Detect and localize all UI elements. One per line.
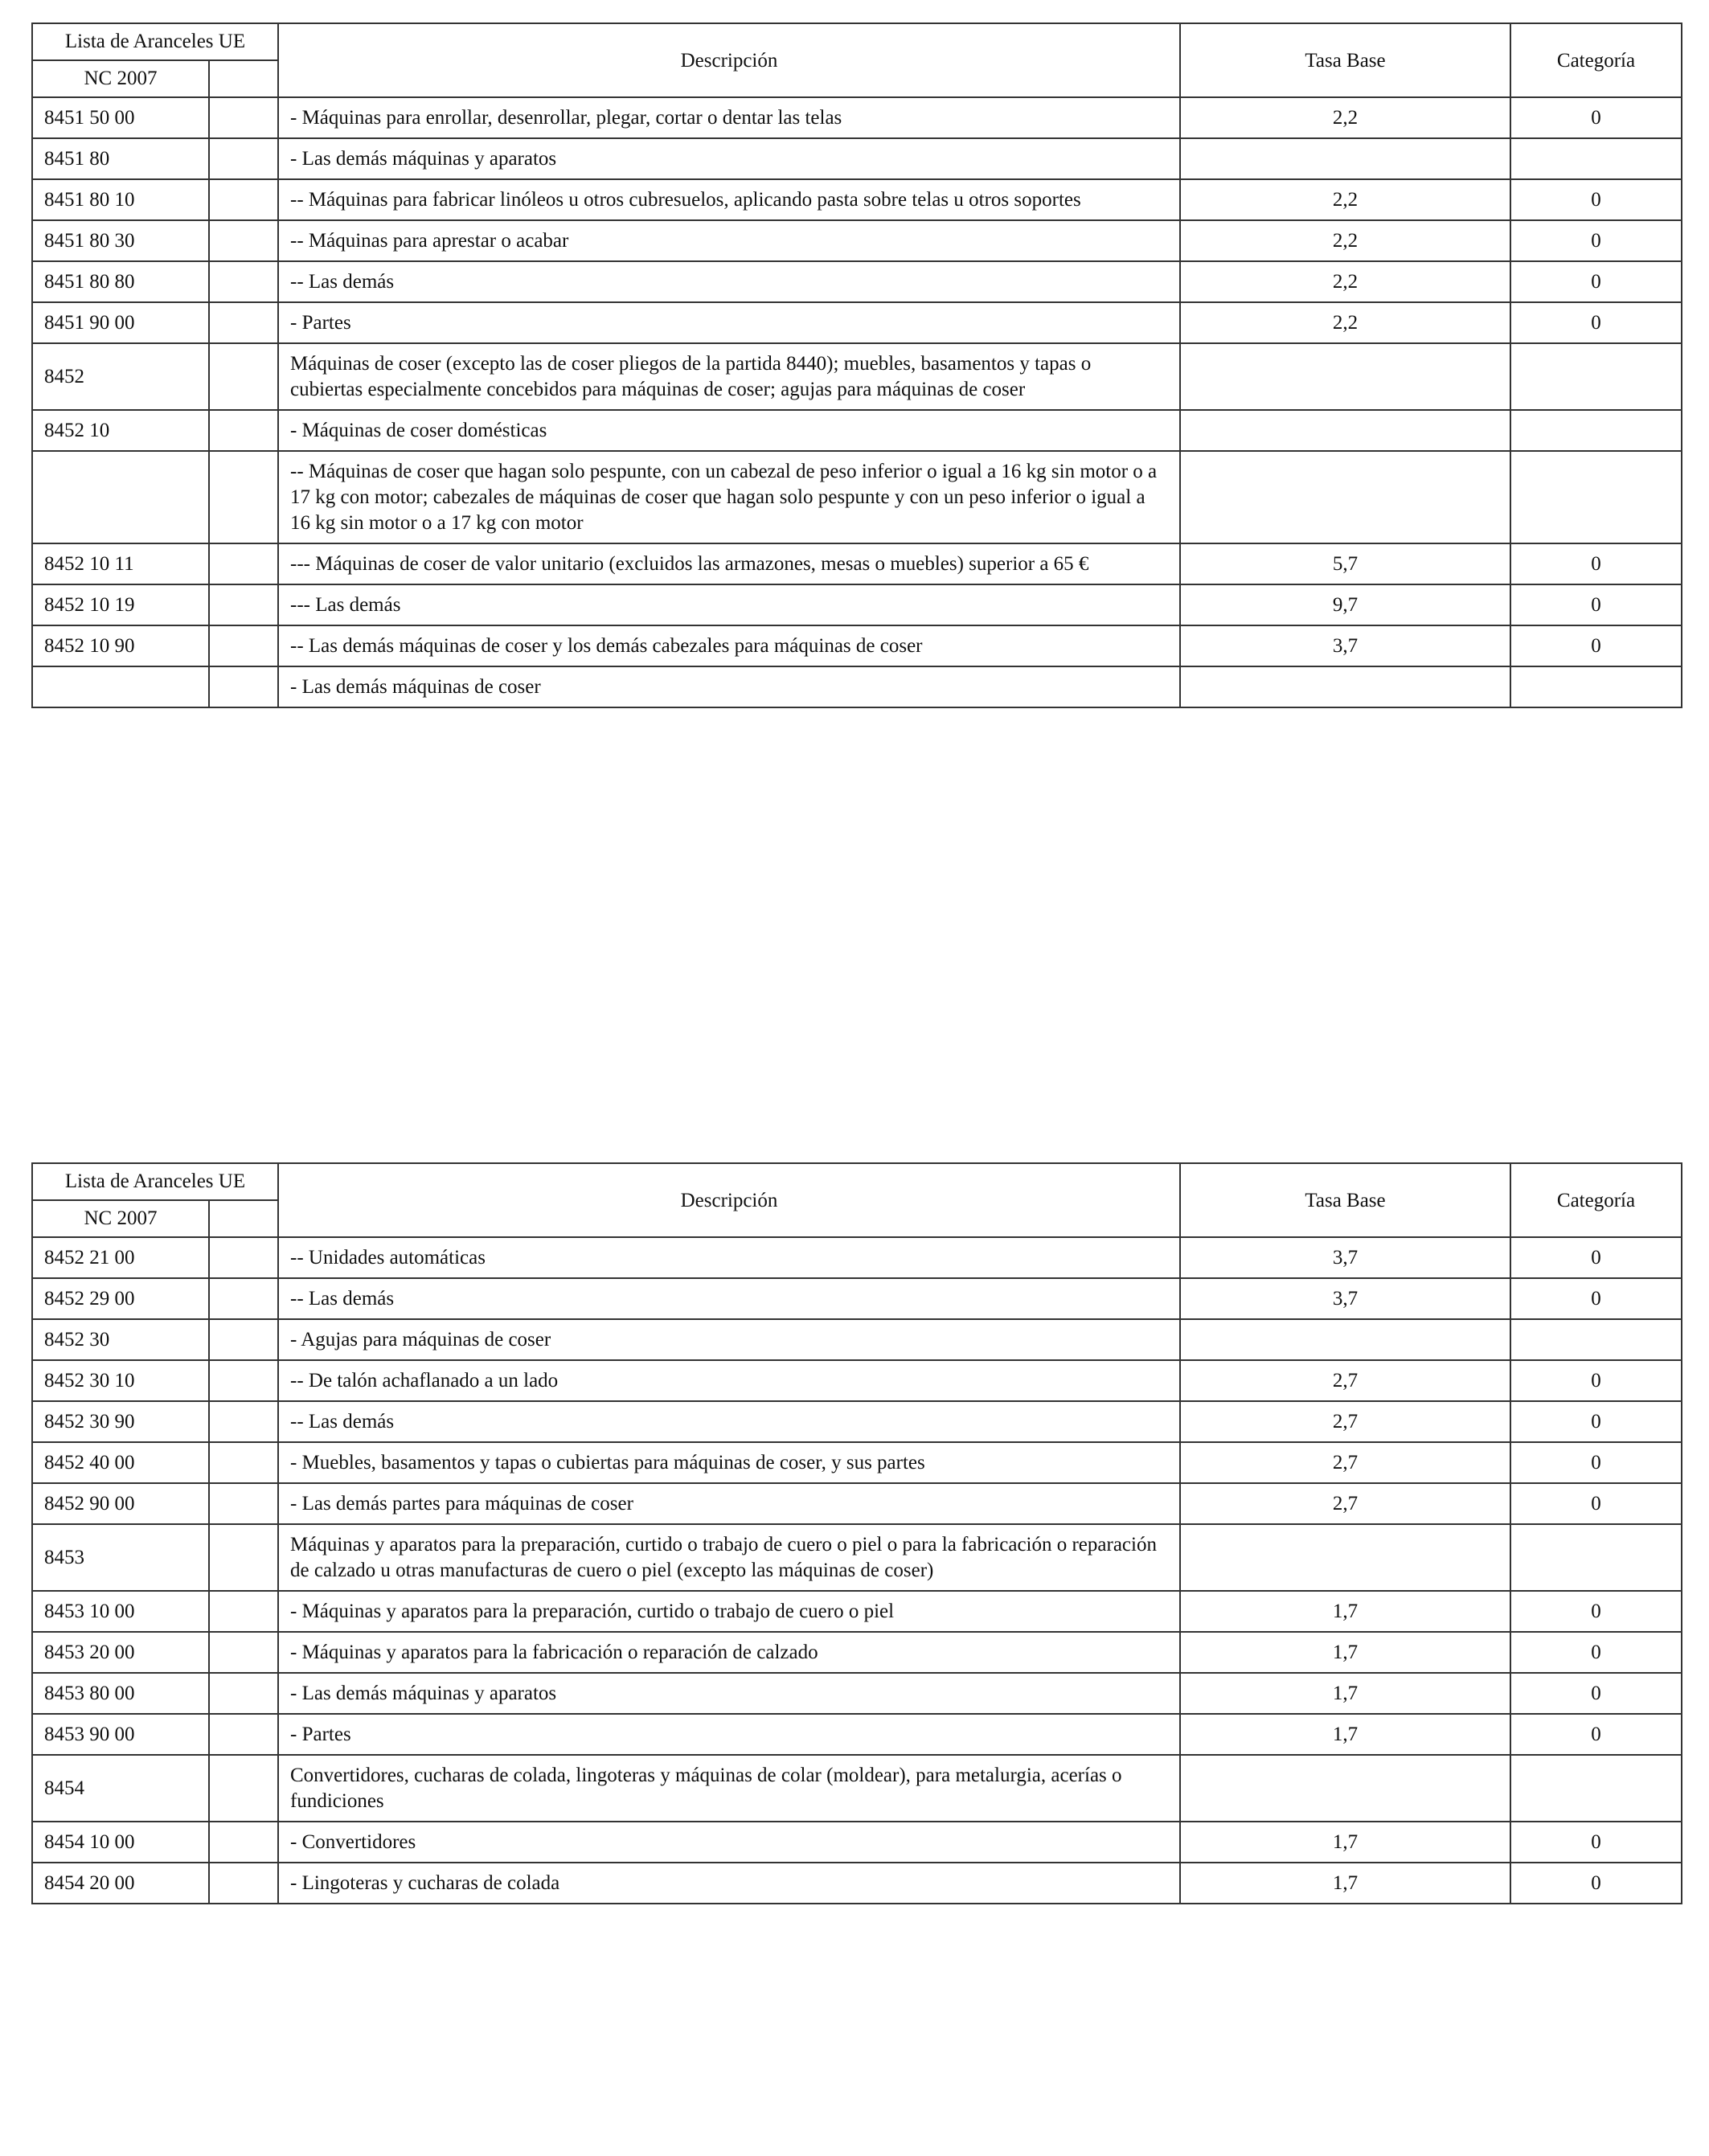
code-cell: 8454 20 00 bbox=[32, 1863, 209, 1904]
description-cell: -- Las demás bbox=[278, 261, 1180, 302]
rate-cell: 1,7 bbox=[1180, 1632, 1510, 1673]
category-cell: 0 bbox=[1510, 97, 1682, 138]
description-cell: - Partes bbox=[278, 1714, 1180, 1755]
category-cell bbox=[1510, 1319, 1682, 1360]
code-cell: 8451 50 00 bbox=[32, 97, 209, 138]
code-cell: 8453 80 00 bbox=[32, 1673, 209, 1714]
table-row bbox=[32, 543, 1682, 584]
table-row bbox=[32, 1360, 1682, 1401]
table-row bbox=[32, 1714, 1682, 1755]
category-cell: 0 bbox=[1510, 1673, 1682, 1714]
rate-cell bbox=[1180, 451, 1510, 543]
rate-cell: 2,2 bbox=[1180, 261, 1510, 302]
table-row bbox=[32, 1401, 1682, 1442]
description-cell: -- Las demás bbox=[278, 1278, 1180, 1319]
tariff-table-1 bbox=[31, 23, 1682, 708]
code-cell: 8452 90 00 bbox=[32, 1483, 209, 1524]
description-cell: - Muebles, basamentos y tapas o cubiertas para máquinas de coser, y sus partes bbox=[278, 1442, 1180, 1483]
description-cell: -- Las demás máquinas de coser y los demás cabezales para máquinas de coser bbox=[278, 625, 1180, 666]
category-cell: 0 bbox=[1510, 584, 1682, 625]
blank-cell bbox=[209, 179, 278, 220]
blank-cell bbox=[209, 543, 278, 584]
header-category: Categoría bbox=[1510, 1163, 1682, 1237]
table-row bbox=[32, 1591, 1682, 1632]
code-cell: 8451 80 80 bbox=[32, 261, 209, 302]
code-cell: 8452 30 10 bbox=[32, 1360, 209, 1401]
header-row bbox=[32, 1163, 1682, 1200]
category-cell bbox=[1510, 1755, 1682, 1822]
blank-cell bbox=[209, 625, 278, 666]
rate-cell bbox=[1180, 343, 1510, 410]
rate-cell bbox=[1180, 1524, 1510, 1591]
code-cell: 8452 40 00 bbox=[32, 1442, 209, 1483]
blank-cell bbox=[209, 410, 278, 451]
category-cell: 0 bbox=[1510, 220, 1682, 261]
description-cell: - Máquinas y aparatos para la preparación, curtido o trabajo de cuero o piel bbox=[278, 1591, 1180, 1632]
blank-cell bbox=[209, 1755, 278, 1822]
blank-cell bbox=[209, 1237, 278, 1278]
table-row bbox=[32, 1863, 1682, 1904]
code-cell: 8452 bbox=[32, 343, 209, 410]
rate-cell: 2,2 bbox=[1180, 302, 1510, 343]
blank-cell bbox=[209, 666, 278, 707]
category-cell bbox=[1510, 451, 1682, 543]
rate-cell: 2,7 bbox=[1180, 1360, 1510, 1401]
rate-cell bbox=[1180, 1319, 1510, 1360]
table-row bbox=[32, 1483, 1682, 1524]
code-cell: 8452 21 00 bbox=[32, 1237, 209, 1278]
category-cell: 0 bbox=[1510, 1360, 1682, 1401]
blank-cell bbox=[209, 1401, 278, 1442]
rate-cell: 2,7 bbox=[1180, 1483, 1510, 1524]
table-row bbox=[32, 1632, 1682, 1673]
table-row bbox=[32, 179, 1682, 220]
table-row bbox=[32, 1755, 1682, 1822]
blank-cell bbox=[209, 1360, 278, 1401]
code-cell: 8451 80 10 bbox=[32, 179, 209, 220]
table-row bbox=[32, 1524, 1682, 1591]
description-cell: - Convertidores bbox=[278, 1822, 1180, 1863]
rate-cell: 2,2 bbox=[1180, 179, 1510, 220]
description-cell: -- Máquinas para fabricar linóleos u otros cubresuelos, aplicando pasta sobre telas u otros soportes bbox=[278, 179, 1180, 220]
description-cell: - Las demás máquinas de coser bbox=[278, 666, 1180, 707]
category-cell: 0 bbox=[1510, 1591, 1682, 1632]
header-row bbox=[32, 23, 1682, 60]
blank-cell bbox=[209, 1822, 278, 1863]
description-cell: -- De talón achaflanado a un lado bbox=[278, 1360, 1180, 1401]
blank-cell bbox=[209, 1483, 278, 1524]
code-cell bbox=[32, 451, 209, 543]
blank-cell bbox=[209, 1863, 278, 1904]
category-cell bbox=[1510, 138, 1682, 179]
description-cell: - Las demás partes para máquinas de coser bbox=[278, 1483, 1180, 1524]
table-row bbox=[32, 1673, 1682, 1714]
category-cell bbox=[1510, 343, 1682, 410]
header-rate: Tasa Base bbox=[1180, 23, 1510, 97]
category-cell: 0 bbox=[1510, 1237, 1682, 1278]
rate-cell: 3,7 bbox=[1180, 625, 1510, 666]
header-description: Descripción bbox=[278, 23, 1180, 97]
header-category: Categoría bbox=[1510, 23, 1682, 97]
category-cell: 0 bbox=[1510, 261, 1682, 302]
header-group: Lista de Aranceles UE bbox=[32, 23, 278, 60]
table-row bbox=[32, 1237, 1682, 1278]
rate-cell: 3,7 bbox=[1180, 1237, 1510, 1278]
blank-cell bbox=[209, 138, 278, 179]
blank-cell bbox=[209, 1278, 278, 1319]
description-cell: - Partes bbox=[278, 302, 1180, 343]
table-row bbox=[32, 1278, 1682, 1319]
rate-cell: 1,7 bbox=[1180, 1863, 1510, 1904]
rate-cell: 1,7 bbox=[1180, 1591, 1510, 1632]
description-cell: Convertidores, cucharas de colada, lingoteras y máquinas de colar (moldear), para metalurgia, acerías o fundiciones bbox=[278, 1755, 1180, 1822]
tariff-table-2-body bbox=[32, 1163, 1682, 1904]
header-code: NC 2007 bbox=[32, 1200, 209, 1237]
header-rate: Tasa Base bbox=[1180, 1163, 1510, 1237]
description-cell: Máquinas y aparatos para la preparación, curtido o trabajo de cuero o piel o para la fabricación o reparación de calzado u otras manufacturas de cuero o piel (excepto las máquinas de coser) bbox=[278, 1524, 1180, 1591]
category-cell bbox=[1510, 666, 1682, 707]
table-row bbox=[32, 343, 1682, 410]
tariff-table-2 bbox=[31, 1162, 1682, 1904]
code-cell: 8453 20 00 bbox=[32, 1632, 209, 1673]
code-cell: 8452 10 11 bbox=[32, 543, 209, 584]
description-cell: - Máquinas de coser domésticas bbox=[278, 410, 1180, 451]
table-row bbox=[32, 410, 1682, 451]
category-cell: 0 bbox=[1510, 179, 1682, 220]
rate-cell: 2,2 bbox=[1180, 97, 1510, 138]
description-cell: --- Máquinas de coser de valor unitario (excluidos las armazones, mesas o muebles) superior a 65 € bbox=[278, 543, 1180, 584]
description-cell: -- Máquinas para aprestar o acabar bbox=[278, 220, 1180, 261]
rate-cell: 2,7 bbox=[1180, 1401, 1510, 1442]
category-cell: 0 bbox=[1510, 1401, 1682, 1442]
code-cell: 8452 30 90 bbox=[32, 1401, 209, 1442]
code-cell: 8452 10 90 bbox=[32, 625, 209, 666]
category-cell: 0 bbox=[1510, 1822, 1682, 1863]
table-row bbox=[32, 220, 1682, 261]
rate-cell: 1,7 bbox=[1180, 1822, 1510, 1863]
code-cell: 8452 10 bbox=[32, 410, 209, 451]
header-blank bbox=[209, 60, 278, 97]
header-code: NC 2007 bbox=[32, 60, 209, 97]
tariff-table-1-body bbox=[32, 23, 1682, 707]
rate-cell: 2,2 bbox=[1180, 220, 1510, 261]
blank-cell bbox=[209, 302, 278, 343]
header-blank bbox=[209, 1200, 278, 1237]
header-group: Lista de Aranceles UE bbox=[32, 1163, 278, 1200]
header-description: Descripción bbox=[278, 1163, 1180, 1237]
code-cell: 8454 bbox=[32, 1755, 209, 1822]
table-row bbox=[32, 584, 1682, 625]
table-row bbox=[32, 1822, 1682, 1863]
description-cell: - Lingoteras y cucharas de colada bbox=[278, 1863, 1180, 1904]
rate-cell bbox=[1180, 138, 1510, 179]
code-cell: 8453 90 00 bbox=[32, 1714, 209, 1755]
category-cell bbox=[1510, 410, 1682, 451]
code-cell: 8451 80 30 bbox=[32, 220, 209, 261]
description-cell: -- Las demás bbox=[278, 1401, 1180, 1442]
rate-cell: 3,7 bbox=[1180, 1278, 1510, 1319]
table-row bbox=[32, 1442, 1682, 1483]
description-cell: -- Unidades automáticas bbox=[278, 1237, 1180, 1278]
blank-cell bbox=[209, 220, 278, 261]
description-cell: Máquinas de coser (excepto las de coser pliegos de la partida 8440); muebles, basamentos y tapas o cubiertas especialmente concebidos para máquinas de coser; agujas para máquinas de coser bbox=[278, 343, 1180, 410]
code-cell: 8452 29 00 bbox=[32, 1278, 209, 1319]
blank-cell bbox=[209, 1442, 278, 1483]
rate-cell: 2,7 bbox=[1180, 1442, 1510, 1483]
table-row bbox=[32, 97, 1682, 138]
code-cell bbox=[32, 666, 209, 707]
description-cell: - Agujas para máquinas de coser bbox=[278, 1319, 1180, 1360]
category-cell: 0 bbox=[1510, 1714, 1682, 1755]
code-cell: 8452 10 19 bbox=[32, 584, 209, 625]
rate-cell bbox=[1180, 410, 1510, 451]
category-cell: 0 bbox=[1510, 1442, 1682, 1483]
category-cell: 0 bbox=[1510, 1632, 1682, 1673]
table-row bbox=[32, 302, 1682, 343]
description-cell: -- Máquinas de coser que hagan solo pespunte, con un cabezal de peso inferior o igual a 16 kg sin motor o a 17 kg con motor; cabezales de máquinas de coser que hagan solo pespunte y con un peso inferior o igual a 16 kg sin motor o a 17 kg con motor bbox=[278, 451, 1180, 543]
category-cell: 0 bbox=[1510, 302, 1682, 343]
blank-cell bbox=[209, 1632, 278, 1673]
rate-cell bbox=[1180, 1755, 1510, 1822]
table-row bbox=[32, 666, 1682, 707]
category-cell: 0 bbox=[1510, 1863, 1682, 1904]
blank-cell bbox=[209, 584, 278, 625]
blank-cell bbox=[209, 343, 278, 410]
blank-cell bbox=[209, 1591, 278, 1632]
rate-cell: 1,7 bbox=[1180, 1673, 1510, 1714]
category-cell bbox=[1510, 1524, 1682, 1591]
code-cell: 8453 10 00 bbox=[32, 1591, 209, 1632]
description-cell: - Máquinas y aparatos para la fabricación o reparación de calzado bbox=[278, 1632, 1180, 1673]
blank-cell bbox=[209, 1714, 278, 1755]
table-row bbox=[32, 138, 1682, 179]
rate-cell bbox=[1180, 666, 1510, 707]
rate-cell: 1,7 bbox=[1180, 1714, 1510, 1755]
table-row bbox=[32, 1319, 1682, 1360]
blank-cell bbox=[209, 451, 278, 543]
category-cell: 0 bbox=[1510, 625, 1682, 666]
description-cell: --- Las demás bbox=[278, 584, 1180, 625]
code-cell: 8451 90 00 bbox=[32, 302, 209, 343]
description-cell: - Máquinas para enrollar, desenrollar, plegar, cortar o dentar las telas bbox=[278, 97, 1180, 138]
blank-cell bbox=[209, 1673, 278, 1714]
rate-cell: 5,7 bbox=[1180, 543, 1510, 584]
blank-cell bbox=[209, 1319, 278, 1360]
table-row bbox=[32, 261, 1682, 302]
table-row bbox=[32, 451, 1682, 543]
category-cell: 0 bbox=[1510, 543, 1682, 584]
table-row bbox=[32, 625, 1682, 666]
description-cell: - Las demás máquinas y aparatos bbox=[278, 138, 1180, 179]
category-cell: 0 bbox=[1510, 1278, 1682, 1319]
code-cell: 8453 bbox=[32, 1524, 209, 1591]
code-cell: 8452 30 bbox=[32, 1319, 209, 1360]
code-cell: 8454 10 00 bbox=[32, 1822, 209, 1863]
blank-cell bbox=[209, 1524, 278, 1591]
category-cell: 0 bbox=[1510, 1483, 1682, 1524]
blank-cell bbox=[209, 261, 278, 302]
code-cell: 8451 80 bbox=[32, 138, 209, 179]
description-cell: - Las demás máquinas y aparatos bbox=[278, 1673, 1180, 1714]
rate-cell: 9,7 bbox=[1180, 584, 1510, 625]
blank-cell bbox=[209, 97, 278, 138]
